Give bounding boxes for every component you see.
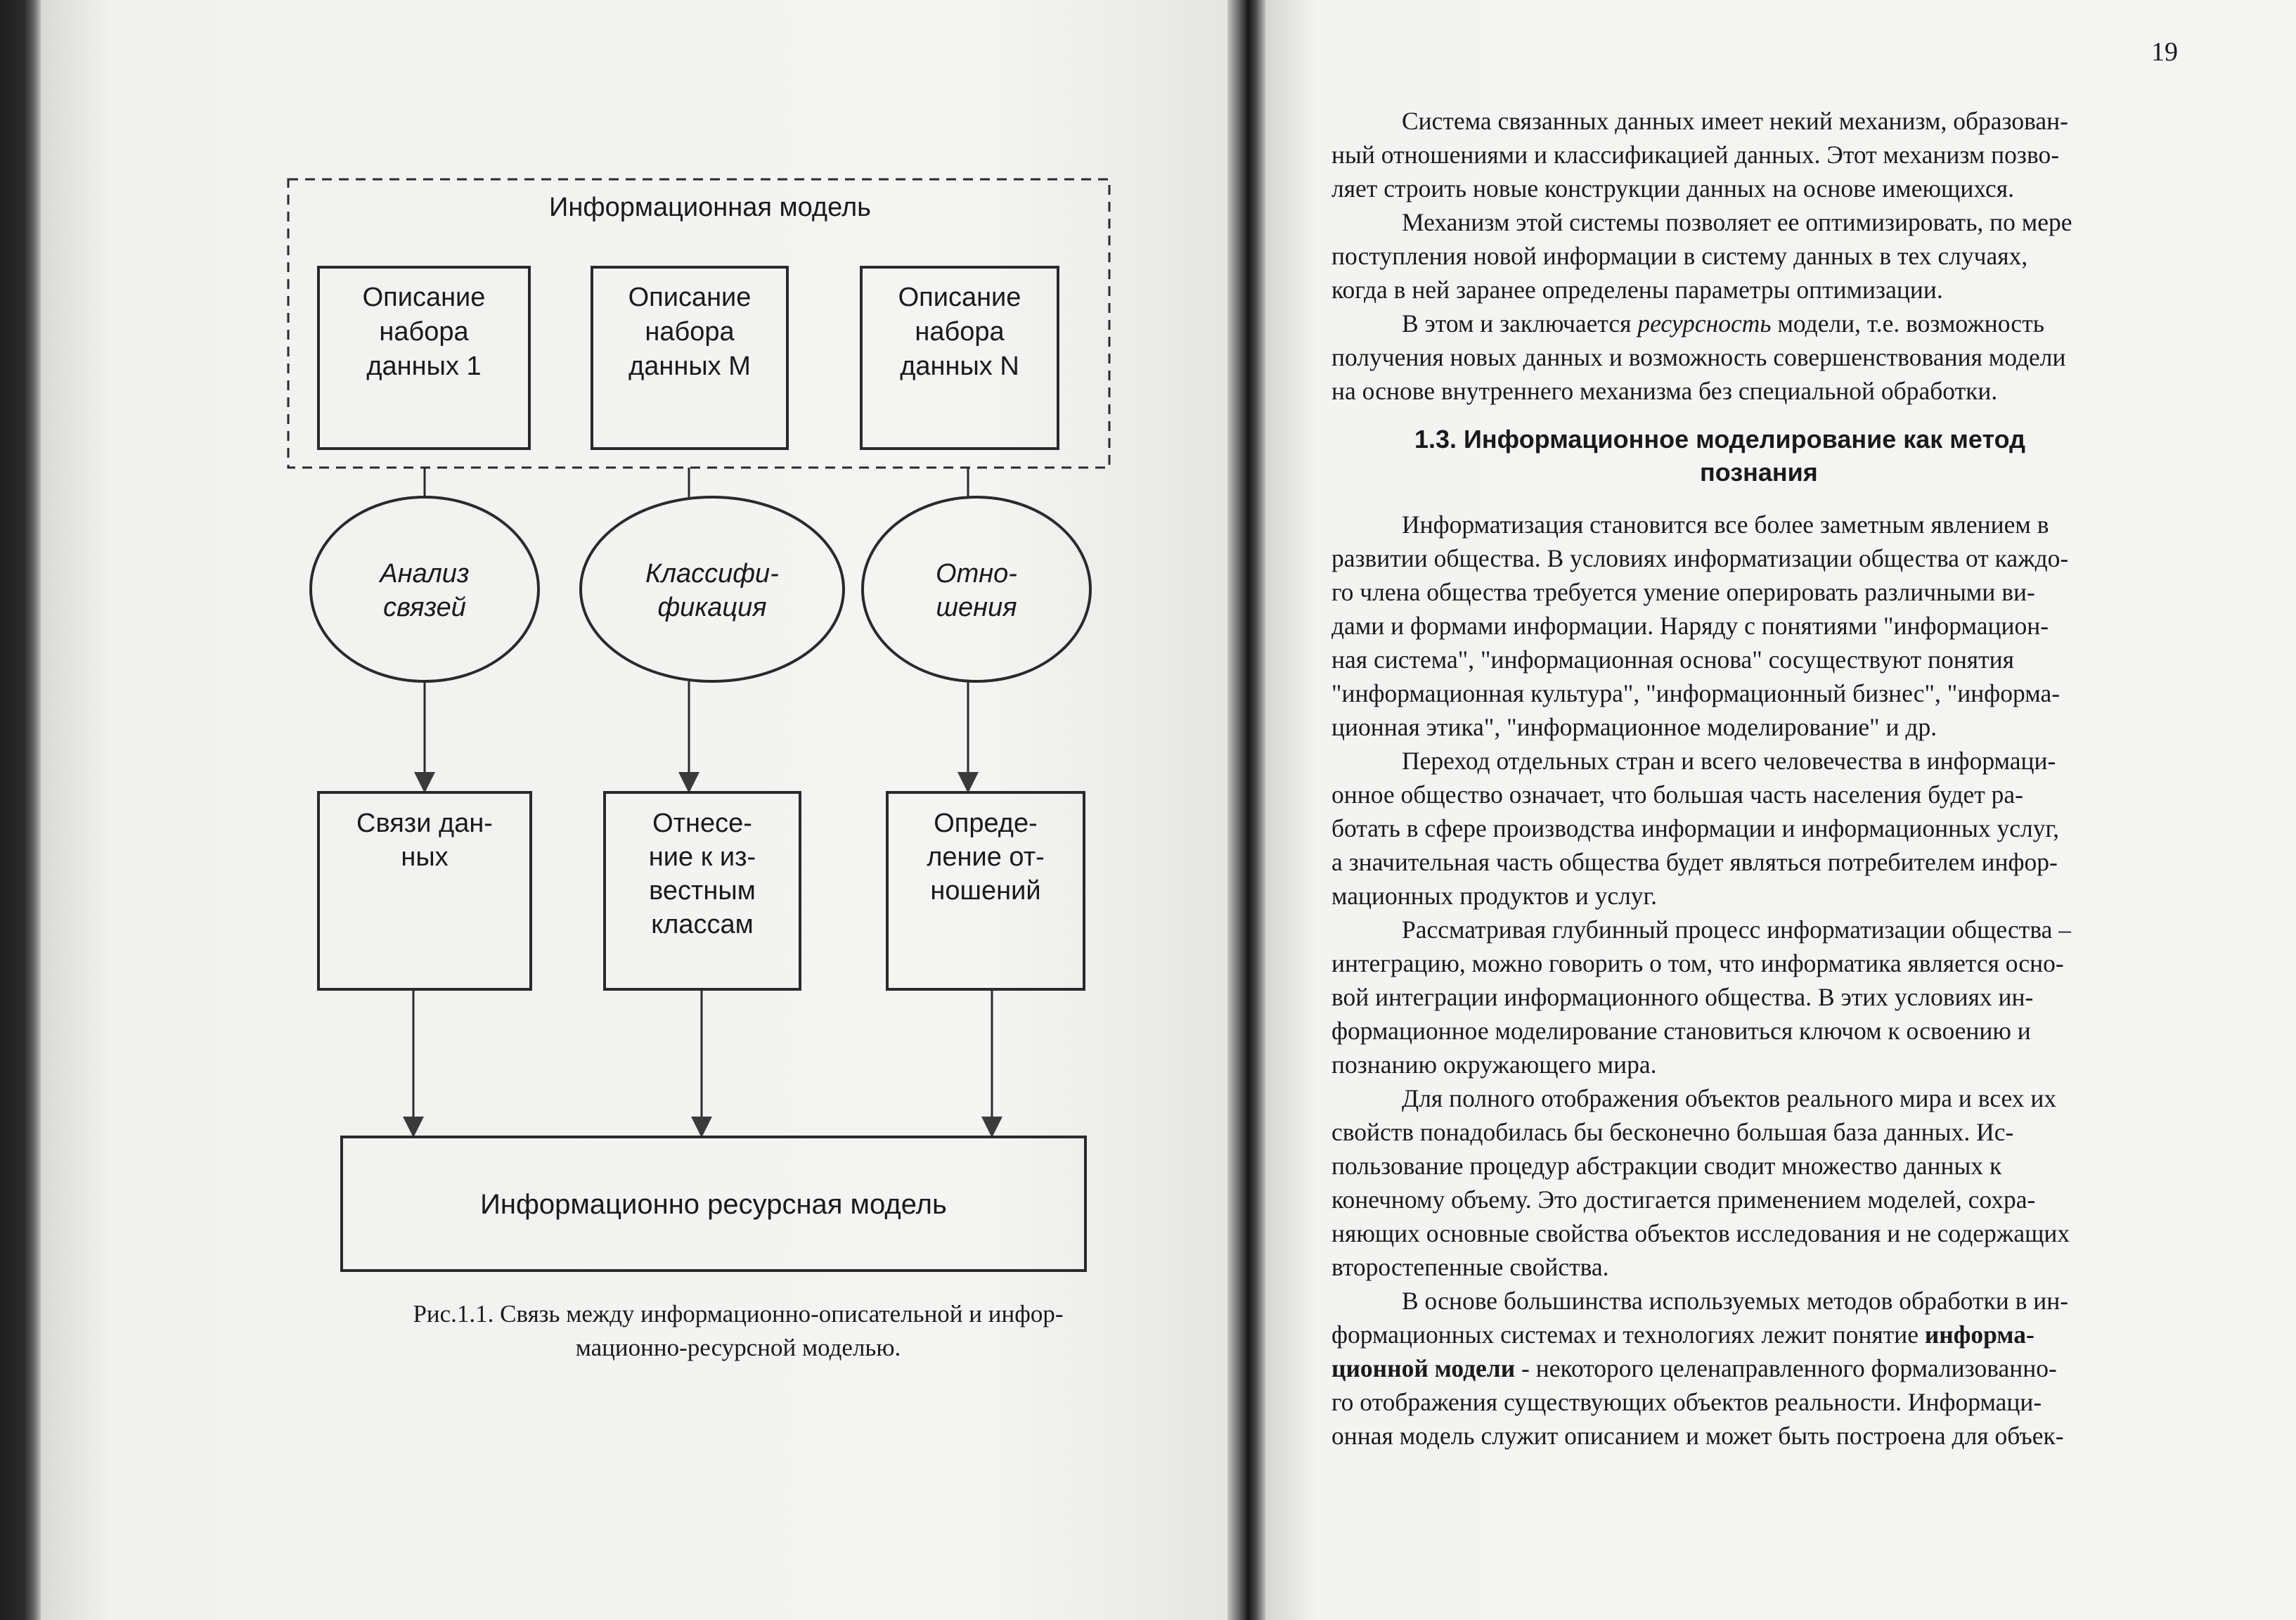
text-line: Рассматривая глубинный процесс информатизации общества – bbox=[1402, 915, 2071, 944]
svg-text:ление от-: ление от- bbox=[927, 842, 1045, 872]
text-line: В этом и заключается ресурсность модели, т.е. возможность bbox=[1402, 309, 2044, 338]
assignment-to-classes-box bbox=[605, 792, 800, 989]
relations-definition-box bbox=[887, 792, 1084, 989]
text-line: Переход отдельных стран и всего человечества в информаци- bbox=[1402, 747, 2056, 775]
text-line: няющих основные свойства объектов исследования и не содержащих bbox=[1331, 1219, 2070, 1247]
text-line: второстепенные свойства. bbox=[1331, 1253, 1609, 1281]
data-set-description-box-n bbox=[861, 267, 1058, 449]
section-heading: 1.3. Информационное моделирование как метод bbox=[1414, 425, 2025, 454]
svg-text:Анализ: Анализ bbox=[380, 559, 470, 589]
text-line: В основе большинства используемых методов обработки в ин- bbox=[1402, 1287, 2069, 1315]
text-line: го отображения существующих объектов реальности. Информаци- bbox=[1331, 1388, 2042, 1416]
text-line: го члена общества требуется умение оперировать различными ви- bbox=[1331, 578, 2035, 606]
svg-text:фикация: фикация bbox=[657, 593, 767, 622]
text-line: ная система", "информационная основа" сосуществуют понятия bbox=[1331, 645, 2014, 674]
text-line: конечному объему. Это достигается применением моделей, сохра- bbox=[1331, 1185, 2036, 1214]
svg-text:Описание: Описание bbox=[628, 283, 752, 312]
text-line: формационных системах и технологиях лежит понятие информа- bbox=[1331, 1320, 2034, 1349]
section-heading: познания bbox=[1700, 458, 1818, 487]
svg-text:Отно-: Отно- bbox=[936, 559, 1017, 589]
information-model-label: Информационная модель bbox=[549, 193, 871, 222]
information-resource-model-box bbox=[342, 1137, 1085, 1271]
text-line: развитии общества. В условиях информатизации общества от каждо- bbox=[1331, 544, 2069, 572]
svg-text:Классифи-: Классифи- bbox=[645, 559, 779, 589]
text-line: получения новых данных и возможность совершенствования модели bbox=[1331, 343, 2066, 371]
text-line: познанию окружающего мира. bbox=[1331, 1050, 1657, 1079]
text-line: дами и формами информации. Наряду с понятиями "информацион- bbox=[1331, 612, 2049, 640]
text-line: вой интеграции информационного общества. В этих условиях ин- bbox=[1331, 983, 2034, 1011]
svg-text:Описание: Описание bbox=[362, 283, 486, 312]
svg-text:данных 1: данных 1 bbox=[366, 352, 482, 381]
relations-ellipse bbox=[863, 497, 1090, 681]
page-number: 19 bbox=[2151, 37, 2178, 67]
text-line: пользование процедур абстракции сводит множество данных к bbox=[1331, 1152, 2002, 1180]
text-line: онное общество означает, что большая часть населения будет ра- bbox=[1331, 780, 2023, 809]
svg-text:данных N: данных N bbox=[900, 352, 1019, 381]
text-line: онная модель служит описанием и может быть построена для объек- bbox=[1331, 1422, 2064, 1450]
text-line: интеграцию, можно говорить о том, что информатика является осно- bbox=[1331, 949, 2064, 977]
svg-text:шения: шения bbox=[936, 593, 1017, 622]
text-line: мационных продуктов и услуг. bbox=[1331, 882, 1657, 910]
svg-text:Опреде-: Опреде- bbox=[934, 809, 1038, 838]
svg-text:Отнесе-: Отнесе- bbox=[652, 809, 752, 838]
text-line: на основе внутреннего механизма без специальной обработки. bbox=[1331, 377, 1998, 405]
data-set-description-box-m bbox=[592, 267, 787, 449]
svg-text:данных M: данных M bbox=[628, 352, 751, 381]
text-line: свойств понадобилась бы бесконечно большая база данных. Ис- bbox=[1331, 1118, 2014, 1146]
text-line: Для полного отображения объектов реального мира и всех их bbox=[1402, 1084, 2057, 1112]
svg-text:связей: связей bbox=[383, 593, 466, 622]
data-set-description-box-1 bbox=[318, 267, 529, 449]
text-line: формационное моделирование становиться ключом к освоению и bbox=[1331, 1017, 2031, 1045]
svg-text:классам: классам bbox=[651, 910, 754, 939]
svg-text:набора: набора bbox=[645, 317, 735, 347]
svg-text:набора: набора bbox=[915, 317, 1005, 347]
text-line: Механизм этой системы позволяет ее оптимизировать, по мере bbox=[1402, 208, 2072, 236]
text-line: ционной модели - некоторого целенаправленного формализованно- bbox=[1331, 1354, 2057, 1382]
text-line: ботать в сфере производства информации и информационных услуг, bbox=[1331, 814, 2059, 842]
svg-text:ношений: ношений bbox=[930, 876, 1041, 906]
figure-caption: Рис.1.1. Связь между информационно-описательной и инфор- мационно-ресурсной моделью. bbox=[413, 1300, 1064, 1361]
data-links-box bbox=[318, 792, 531, 989]
svg-text:набора: набора bbox=[379, 317, 469, 347]
svg-text:Описание: Описание bbox=[898, 283, 1021, 312]
text-line: Информатизация становится все более заметным явлением в bbox=[1402, 510, 2049, 539]
svg-text:ных: ных bbox=[401, 842, 449, 872]
text-line: ляет строить новые конструкции данных на основе имеющихся. bbox=[1331, 174, 2015, 202]
text-line: а значительная часть общества будет являться потребителем инфор- bbox=[1331, 848, 2058, 876]
svg-text:Связи дан-: Связи дан- bbox=[356, 809, 493, 838]
classification-ellipse bbox=[581, 497, 844, 681]
text-line: "информационная культура", "информационный бизнес", "информа- bbox=[1331, 679, 2060, 707]
links-analysis-ellipse bbox=[311, 497, 538, 681]
text-line: Система связанных данных имеет некий механизм, образован- bbox=[1402, 107, 2068, 135]
text-line: ный отношениями и классификацией данных. Этот механизм позво- bbox=[1331, 141, 2060, 169]
svg-text:вестным: вестным bbox=[649, 876, 756, 906]
svg-text:ние к из-: ние к из- bbox=[648, 842, 756, 872]
svg-text:Информационно ресурсная модель: Информационно ресурсная модель bbox=[480, 1189, 947, 1220]
text-line: ционная этика", "информационное моделирование" и др. bbox=[1331, 713, 1937, 741]
text-line: когда в ней заранее определены параметры оптимизации. bbox=[1331, 276, 1943, 304]
text-line: поступления новой информации в систему данных в тех случаях, bbox=[1331, 242, 2028, 270]
